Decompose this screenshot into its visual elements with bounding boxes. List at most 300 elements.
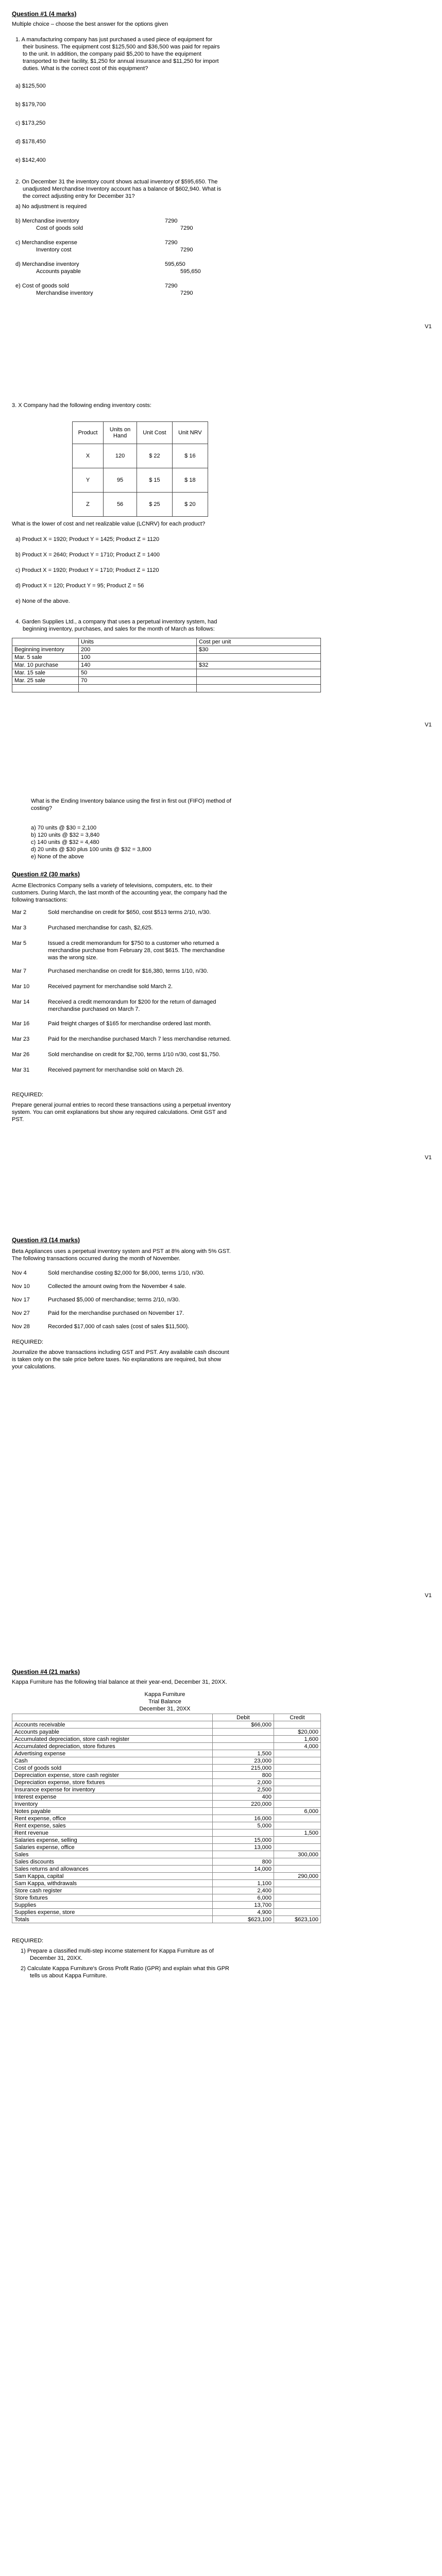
table-row (12, 1880, 321, 1887)
table-row (73, 493, 208, 517)
table-row (12, 1887, 321, 1894)
table-cell: Salaries expense, office (12, 1844, 213, 1851)
entry-credit-account: Merchandise inventory (36, 290, 93, 296)
page-version-mark: V1 (424, 1155, 432, 1161)
column-header: Unit NRV (172, 422, 208, 444)
table-cell: 800 (213, 1858, 274, 1866)
transaction-date: Mar 26 (12, 1052, 30, 1058)
table-row (12, 1779, 321, 1786)
table-row (12, 1757, 321, 1765)
q3-intro (12, 1248, 331, 1262)
table-header-row (12, 638, 321, 646)
text-line: December 31, 20XX (139, 1706, 191, 1712)
table-row (12, 662, 321, 669)
text-line: 4. Garden Supplies Ltd., a company that uses a perpetual inventory system, had (15, 619, 217, 625)
entry-debit-amount: 7290 (165, 283, 178, 289)
table-cell: 120 (104, 444, 137, 468)
entry-debit-amount: 7290 (165, 240, 178, 246)
transaction-text (48, 1020, 211, 1036)
entry-debit-amount: 7290 (165, 218, 178, 224)
transaction-text (48, 983, 173, 998)
q2-transaction-list (12, 909, 331, 1082)
text-line: Kappa Furniture (144, 1691, 185, 1698)
transaction-date: Mar 16 (12, 1021, 30, 1027)
text-line: merchandise purchase from February 28, cost $615. The merchandise (48, 947, 225, 954)
transaction-text (48, 968, 208, 983)
text-line: Prepare general journal entries to record these transactions using a perpetual inventory (12, 1102, 231, 1108)
column-header: Units on Hand (104, 422, 137, 444)
transaction-text (48, 998, 216, 1020)
table-cell: 5,000 (213, 1822, 274, 1829)
table-row (12, 646, 321, 654)
q1-p1-option-c: c) $173,250 (15, 120, 46, 126)
q4-intro: Kappa Furniture has the following trial balance at their year-end, December 31, 20XX. (12, 1679, 227, 1685)
table-cell: Notes payable (12, 1808, 213, 1815)
purchases-sales-table (12, 638, 321, 692)
inventory-costs-table (72, 421, 208, 517)
table-cell: Accounts payable (12, 1728, 213, 1736)
q4-title: Question #4 (21 marks) (12, 1668, 80, 1675)
table-cell (197, 685, 321, 692)
column-header (12, 1714, 213, 1721)
text-line: The following transactions occurred during the month of November. (12, 1256, 181, 1262)
table-row (12, 1721, 321, 1728)
text-line: 1) Prepare a classified multi-step income statement for Kappa Furniture as of (21, 1948, 214, 1954)
transaction-row (12, 1323, 331, 1336)
text-line: Sold merchandise on credit for $2,700, terms 1/10 n/30, cost $1,750. (48, 1052, 220, 1058)
table-cell (213, 1851, 274, 1858)
text-line: Received payment for merchandise sold March 2. (48, 984, 173, 990)
table-cell (213, 1728, 274, 1736)
transaction-row (12, 1296, 331, 1310)
transaction-date: Nov 17 (12, 1297, 30, 1303)
table-cell: Depreciation expense, store fixtures (12, 1779, 213, 1786)
transaction-text (48, 940, 225, 968)
text-line: December 31, 20XX. (30, 1955, 83, 1961)
page-version-mark: V1 (424, 324, 432, 330)
table-cell (197, 677, 321, 685)
table-cell: 6,000 (274, 1808, 321, 1815)
table-cell (213, 1743, 274, 1750)
table-cell: $ 22 (137, 444, 173, 468)
table-cell: 15,000 (213, 1837, 274, 1844)
table-cell: 4,900 (213, 1909, 274, 1916)
table-cell: $ 20 (172, 493, 208, 517)
text-line: tells us about Kappa Furniture. (30, 1973, 107, 1979)
table-cell (274, 1815, 321, 1822)
transaction-row (12, 1269, 331, 1283)
table-header-row (12, 1714, 321, 1721)
text-line: transported to their facility, $1,250 for annual insurance and $11,250 for import (23, 58, 219, 64)
table-cell: Totals (12, 1916, 213, 1923)
column-header: Product (73, 422, 104, 444)
text-line: to the unit. In addition, the company paid $5,200 to have the equipment (23, 51, 201, 57)
table-row (12, 1793, 321, 1801)
table-cell: $ 15 (137, 468, 173, 493)
table-cell: Accumulated depreciation, store fixtures (12, 1743, 213, 1750)
table-cell: $66,000 (213, 1721, 274, 1728)
table-cell: Advertising expense (12, 1750, 213, 1757)
q1-p3-option-d: d) Product X = 120; Product Y = 95; Product Z = 56 (15, 583, 144, 589)
text-line: 2) Calculate Kappa Furniture's Gross Profit Ratio (GPR) and explain what this GPR (21, 1965, 229, 1972)
q1-p3-question: What is the lower of cost and net realizable value (LCNRV) for each product? (12, 521, 206, 527)
text-line: their business. The equipment cost $125,500 and $36,500 was paid for repairs (23, 44, 220, 50)
table-cell: Z (73, 493, 104, 517)
table-cell: $30 (197, 646, 321, 654)
table-cell: 6,000 (213, 1894, 274, 1902)
table-cell (274, 1779, 321, 1786)
table-cell: Rent expense, sales (12, 1822, 213, 1829)
q3-transaction-list (12, 1269, 331, 1336)
column-header: Unit Cost (137, 422, 173, 444)
table-cell: Insurance expense for inventory (12, 1786, 213, 1793)
table-cell: $623,100 (274, 1916, 321, 1923)
transaction-date: Mar 10 (12, 984, 30, 990)
table-cell (197, 669, 321, 677)
table-row (12, 1894, 321, 1902)
q1-p2-option-e (15, 282, 222, 298)
text-line: duties. What is the correct cost of this equipment? (23, 65, 148, 72)
table-cell: 1,100 (213, 1880, 274, 1887)
table-cell: Beginning inventory (12, 646, 79, 654)
transaction-row (12, 924, 331, 940)
q4-required-item-2 (21, 1965, 330, 1979)
transaction-row (12, 1051, 331, 1066)
q1-p1-option-d: d) $178,450 (15, 139, 46, 145)
table-cell: $623,100 (213, 1916, 274, 1923)
text-line: PST. (12, 1116, 24, 1123)
transaction-date: Mar 7 (12, 968, 27, 974)
table-cell: $ 18 (172, 468, 208, 493)
table-row (12, 1765, 321, 1772)
text-line: following transactions: (12, 897, 68, 903)
text-line: beginning inventory, purchases, and sales for the month of March as follows: (23, 626, 215, 632)
table-row (12, 654, 321, 662)
q1-p4-option-b: b) 120 units @ $32 = 3,840 (31, 832, 100, 838)
table-cell: Cost of goods sold (12, 1765, 213, 1772)
q4-required-item-1 (21, 1947, 330, 1962)
table-cell (274, 1757, 321, 1765)
text-line: Purchased merchandise for cash, $2,625. (48, 925, 153, 931)
table-cell: 1,500 (274, 1829, 321, 1837)
q1-title: Question #1 (4 marks) (12, 10, 77, 18)
entry-credit-account: Inventory cost (36, 247, 72, 253)
table-cell: 23,000 (213, 1757, 274, 1765)
text-line: unadjusted Merchandise Inventory account has a balance of $602,940. What is (23, 186, 222, 192)
q3-required-label: REQUIRED: (12, 1339, 44, 1345)
text-line: Trial Balance (148, 1699, 181, 1705)
q1-p4-option-e: e) None of the above (31, 854, 84, 860)
q1-p1-option-b: b) $179,700 (15, 101, 46, 108)
table-cell: 2,000 (213, 1779, 274, 1786)
table-cell: 290,000 (274, 1873, 321, 1880)
entry-debit-account: c) Merchandise expense (15, 240, 77, 246)
transaction-row (12, 1310, 331, 1323)
table-cell: $20,000 (274, 1728, 321, 1736)
text-line: Beta Appliances uses a perpetual inventory system and PST at 8% along with 5% GST. (12, 1248, 231, 1255)
transaction-text: Sold merchandise costing $2,000 for $6,000, terms 1/10, n/30. (48, 1270, 205, 1276)
text-line: Issued a credit memorandum for $750 to a customer who returned a (48, 940, 219, 946)
q1-p3-option-c: c) Product X = 1920; Product Y = 1710; Product Z = 1120 (15, 567, 159, 573)
column-header (12, 638, 79, 646)
table-row (12, 1801, 321, 1808)
table-cell (274, 1765, 321, 1772)
table-cell (197, 654, 321, 662)
transaction-date: Mar 14 (12, 999, 30, 1005)
transaction-row (12, 940, 331, 968)
transaction-text (48, 1036, 231, 1051)
entry-credit-amount: 7290 (180, 225, 193, 231)
q1-p4-option-c: c) 140 units @ $32 = 4,480 (31, 839, 99, 845)
table-cell (274, 1887, 321, 1894)
transaction-text (48, 909, 211, 924)
table-row (73, 444, 208, 468)
table-row (12, 1822, 321, 1829)
table-row (12, 1851, 321, 1858)
table-row (12, 1866, 321, 1873)
table-cell: Sales (12, 1851, 213, 1858)
text-line: Purchased merchandise on credit for $16,380, terms 1/10, n/30. (48, 968, 209, 974)
table-cell: 4,000 (274, 1743, 321, 1750)
table-row (12, 1815, 321, 1822)
table-cell: Sales returns and allowances (12, 1866, 213, 1873)
q1-p1-option-e: e) $142,400 (15, 157, 46, 163)
table-row (12, 685, 321, 692)
text-line: Acme Electronics Company sells a variety of televisions, computers, etc. to their (12, 883, 213, 889)
table-cell (274, 1858, 321, 1866)
table-cell: 220,000 (213, 1801, 274, 1808)
text-line: Sold merchandise on credit for $650, cost $513 terms 2/10, n/30. (48, 909, 211, 916)
table-row (12, 1837, 321, 1844)
table-cell: 14,000 (213, 1866, 274, 1873)
q3-required-text (12, 1349, 331, 1370)
transaction-date: Mar 31 (12, 1067, 30, 1073)
text-line: 1. A manufacturing company has just purchased a used piece of equipment for (15, 37, 213, 43)
text-line: Journalize the above transactions including GST and PST. Any available cash discount (12, 1349, 229, 1355)
table-cell: Rent revenue (12, 1829, 213, 1837)
entry-debit-account: d) Merchandise inventory (15, 261, 79, 267)
text-line: costing? (31, 805, 52, 811)
q3-title: Question #3 (14 marks) (12, 1236, 80, 1244)
table-cell: 400 (213, 1793, 274, 1801)
table-cell: $ 16 (172, 444, 208, 468)
q1-p3-stem: 3. X Company had the following ending inventory costs: (12, 402, 151, 409)
table-cell: Mar. 10 purchase (12, 662, 79, 669)
table-cell: $32 (197, 662, 321, 669)
table-row (12, 1858, 321, 1866)
table-cell: 2,400 (213, 1887, 274, 1894)
table-cell (274, 1909, 321, 1916)
table-cell (274, 1786, 321, 1793)
transaction-date: Nov 27 (12, 1310, 30, 1316)
entry-credit-account: Accounts payable (36, 268, 81, 275)
q1-p2-stem (15, 178, 304, 200)
table-cell (274, 1772, 321, 1779)
entry-credit-amount: 595,650 (180, 268, 201, 275)
table-cell: Mar. 25 sale (12, 677, 79, 685)
table-row (12, 1743, 321, 1750)
q2-title: Question #2 (30 marks) (12, 871, 80, 878)
transaction-text: Collected the amount owing from the November 4 sale. (48, 1283, 186, 1290)
trial-balance-table (12, 1714, 321, 1923)
table-cell (79, 685, 197, 692)
q2-required-label: REQUIRED: (12, 1092, 44, 1098)
table-cell: 1,600 (274, 1736, 321, 1743)
table-cell (213, 1829, 274, 1837)
q1-p4-stem (15, 618, 304, 633)
q1-p3-option-a: a) Product X = 1920; Product Y = 1425; Product Z = 1120 (15, 536, 160, 543)
table-row (12, 1873, 321, 1880)
q2-required-text (12, 1101, 331, 1123)
transaction-date: Nov 4 (12, 1270, 27, 1276)
q1-p2-option-d (15, 261, 222, 276)
table-cell (274, 1837, 321, 1844)
table-row (12, 669, 321, 677)
q1-p4-option-d: d) 20 units @ $30 plus 100 units @ $32 = 3,800 (31, 846, 151, 853)
q1-p1-option-a: a) $125,500 (15, 83, 46, 89)
table-cell (274, 1721, 321, 1728)
table-cell: Sam Kappa, capital (12, 1873, 213, 1880)
table-row (12, 1736, 321, 1743)
table-cell (213, 1808, 274, 1815)
q1-p1-stem (15, 36, 304, 72)
table-row (12, 1829, 321, 1837)
table-cell (274, 1866, 321, 1873)
transaction-row (12, 909, 331, 924)
q1-p4-option-a: a) 70 units @ $30 = 2,100 (31, 825, 97, 831)
table-row (12, 1808, 321, 1815)
table-cell: Rent expense, office (12, 1815, 213, 1822)
transaction-row (12, 1066, 331, 1082)
table-cell (274, 1750, 321, 1757)
table-cell: 56 (104, 493, 137, 517)
entry-debit-account: e) Cost of goods sold (15, 283, 69, 289)
table-cell (274, 1793, 321, 1801)
table-row (12, 1916, 321, 1923)
table-cell: Mar. 5 sale (12, 654, 79, 662)
table-cell: Inventory (12, 1801, 213, 1808)
transaction-date: Mar 23 (12, 1036, 30, 1042)
table-cell: 70 (79, 677, 197, 685)
table-cell (274, 1844, 321, 1851)
q1-p2-option-a: a) No adjustment is required (15, 204, 87, 210)
entry-credit-amount: 7290 (180, 290, 193, 296)
q1-p2-option-c (15, 239, 222, 255)
table-cell: Interest expense (12, 1793, 213, 1801)
table-cell (12, 685, 79, 692)
table-cell (274, 1902, 321, 1909)
table-cell: 1,500 (213, 1750, 274, 1757)
table-cell: Mar. 15 sale (12, 669, 79, 677)
table-cell: 300,000 (274, 1851, 321, 1858)
table-cell: Sales discounts (12, 1858, 213, 1866)
q1-p4-question (31, 798, 319, 812)
transaction-row (12, 998, 331, 1020)
text-line: was the wrong size. (48, 955, 98, 961)
table-row (12, 1772, 321, 1779)
table-cell: $ 25 (137, 493, 173, 517)
table-header-row (73, 422, 208, 444)
transaction-row (12, 968, 331, 983)
transaction-text (48, 1051, 220, 1066)
table-row (12, 1750, 321, 1757)
table-cell: 800 (213, 1772, 274, 1779)
table-cell: 13,000 (213, 1844, 274, 1851)
table-cell: Y (73, 468, 104, 493)
table-cell (274, 1801, 321, 1808)
text-line: merchandise purchased on March 7. (48, 1006, 140, 1012)
q4-required-label: REQUIRED: (12, 1938, 44, 1944)
text-line: Paid freight charges of $165 for merchandise ordered last month. (48, 1021, 212, 1027)
entry-credit-account: Cost of goods sold (36, 225, 83, 231)
text-line: your calculations. (12, 1364, 56, 1370)
text-line: Paid for the merchandise purchased March 7 less merchandise returned. (48, 1036, 231, 1042)
transaction-date: Mar 5 (12, 940, 27, 946)
table-cell: Accumulated depreciation, store cash register (12, 1736, 213, 1743)
transaction-row (12, 983, 331, 998)
text-line: system. You can omit explanations but show any required calculations. Omit GST and (12, 1109, 227, 1115)
table-row (12, 677, 321, 685)
transaction-row (12, 1036, 331, 1051)
table-cell: Cash (12, 1757, 213, 1765)
text-line: What is the Ending Inventory balance using the first in first out (FIFO) method of (31, 798, 231, 804)
text-line: 2. On December 31 the inventory count shows actual inventory of $595,650. The (15, 179, 218, 185)
q1-p3-option-b: b) Product X = 2640; Product Y = 1710; Product Z = 1400 (15, 552, 160, 558)
table-cell: 2,500 (213, 1786, 274, 1793)
table-cell: 16,000 (213, 1815, 274, 1822)
transaction-row (12, 1283, 331, 1296)
table-cell: Sam Kappa, withdrawals (12, 1880, 213, 1887)
transaction-text: Recorded $17,000 of cash sales (cost of sales $11,500). (48, 1324, 190, 1330)
table-cell (213, 1873, 274, 1880)
table-cell (213, 1736, 274, 1743)
table-row (12, 1844, 321, 1851)
table-cell: Supplies expense, store (12, 1909, 213, 1916)
page-version-mark: V1 (424, 722, 432, 728)
text-line: the correct adjusting entry for December 31? (23, 193, 135, 199)
table-row (12, 1728, 321, 1736)
table-cell (274, 1822, 321, 1829)
page-version-mark: V1 (424, 1592, 432, 1599)
transaction-text (48, 924, 153, 940)
table-cell: Supplies (12, 1902, 213, 1909)
text-line: Received payment for merchandise sold on March 26. (48, 1067, 184, 1073)
column-header: Credit (274, 1714, 321, 1721)
column-header: Debit (213, 1714, 274, 1721)
table-cell (274, 1894, 321, 1902)
text-line: Received a credit memorandum for $200 for the return of damaged (48, 999, 216, 1005)
table-row (12, 1902, 321, 1909)
column-header: Units (79, 638, 197, 646)
table-cell: 140 (79, 662, 197, 669)
transaction-text: Paid for the merchandise purchased on November 17. (48, 1310, 184, 1316)
table-cell: Salaries expense, selling (12, 1837, 213, 1844)
trial-balance-heading (124, 1691, 206, 1713)
text-line: is taken only on the sale price before taxes. No explanations are required, but show (12, 1357, 222, 1363)
table-cell: Depreciation expense, store cash register (12, 1772, 213, 1779)
table-cell: Accounts receivable (12, 1721, 213, 1728)
table-cell: Store fixtures (12, 1894, 213, 1902)
table-row (12, 1786, 321, 1793)
table-cell: X (73, 444, 104, 468)
table-cell: 50 (79, 669, 197, 677)
table-cell: 215,000 (213, 1765, 274, 1772)
table-cell: Store cash register (12, 1887, 213, 1894)
entry-debit-account: b) Merchandise inventory (15, 218, 79, 224)
transaction-date: Mar 2 (12, 909, 27, 916)
transaction-date: Mar 3 (12, 925, 27, 931)
q1-p2-option-b (15, 217, 222, 233)
